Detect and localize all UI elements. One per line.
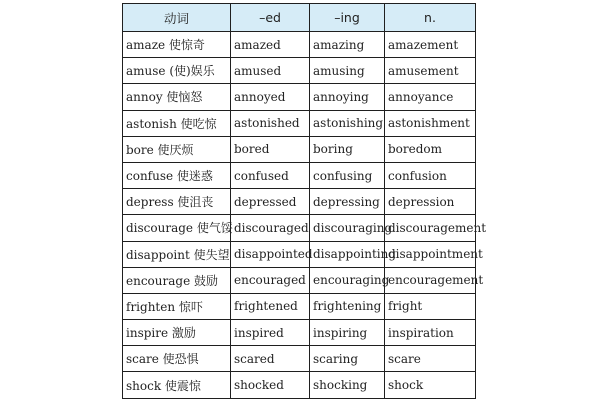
table-row: [123, 293, 476, 319]
ing-form-cell: shocking: [310, 372, 385, 398]
ed-form-cell: discouraged: [231, 215, 310, 241]
header-verb: 动词: [123, 4, 231, 32]
table-body: [123, 32, 487, 399]
ed-form-cell: encouraged: [231, 267, 310, 293]
table-row: [123, 267, 476, 293]
verb-cell: amaze 使惊奇: [123, 32, 231, 58]
verb-cell: disappoint 使失望: [123, 241, 231, 267]
ing-form-cell: amazing: [310, 32, 385, 58]
noun-form-cell: inspiration: [385, 320, 476, 346]
verb-cell: amuse (使)娱乐: [123, 58, 231, 84]
table-row: [123, 58, 476, 84]
ed-form-cell: disappointed: [231, 241, 310, 267]
ing-form-cell: boring: [310, 136, 385, 162]
table-row: [123, 136, 476, 162]
table-row: [123, 110, 476, 136]
ed-form-cell: confused: [231, 162, 310, 188]
vocabulary-table-container: [122, 3, 487, 399]
table-row: [123, 215, 476, 241]
noun-form-cell: fright: [385, 293, 476, 319]
verb-forms-table: [122, 3, 487, 399]
ed-form-cell: scared: [231, 346, 310, 372]
verb-cell: bore 使厌烦: [123, 136, 231, 162]
ed-form-cell: astonished: [231, 110, 310, 136]
noun-form-cell: scare: [385, 346, 476, 372]
ed-form-cell: inspired: [231, 320, 310, 346]
ing-form-cell: discouraging: [310, 215, 385, 241]
verb-cell: annoy 使恼怒: [123, 84, 231, 110]
noun-form-cell: shock: [385, 372, 476, 398]
table-row: [123, 241, 476, 267]
noun-form-cell: discouragement: [385, 215, 476, 241]
ed-form-cell: depressed: [231, 189, 310, 215]
ing-form-cell: confusing: [310, 162, 385, 188]
table-row: [123, 162, 476, 188]
noun-form-cell: disappointment: [385, 241, 476, 267]
table-row: [123, 346, 476, 372]
table-row: [123, 372, 476, 398]
table-row: [123, 84, 476, 110]
noun-form-cell: confusion: [385, 162, 476, 188]
header-noun: n.: [385, 4, 476, 32]
ing-form-cell: astonishing: [310, 110, 385, 136]
ing-form-cell: encouraging: [310, 267, 385, 293]
header-row: [123, 4, 476, 32]
verb-cell: confuse 使迷惑: [123, 162, 231, 188]
header-ing: –ing: [310, 4, 385, 32]
ing-form-cell: depressing: [310, 189, 385, 215]
header-ed: –ed: [231, 4, 310, 32]
ed-form-cell: annoyed: [231, 84, 310, 110]
table-row: [123, 320, 476, 346]
verb-cell: frighten 惊吓: [123, 293, 231, 319]
noun-form-cell: amazement: [385, 32, 476, 58]
noun-form-cell: encouragement: [385, 267, 476, 293]
verb-cell: discourage 使气馁: [123, 215, 231, 241]
noun-form-cell: boredom: [385, 136, 476, 162]
ed-form-cell: bored: [231, 136, 310, 162]
ed-form-cell: frightened: [231, 293, 310, 319]
verb-cell: astonish 使吃惊: [123, 110, 231, 136]
noun-form-cell: annoyance: [385, 84, 476, 110]
verb-cell: shock 使震惊: [123, 372, 231, 398]
verb-cell: inspire 激励: [123, 320, 231, 346]
table-row: [123, 32, 476, 58]
ing-form-cell: amusing: [310, 58, 385, 84]
verb-cell: depress 使沮丧: [123, 189, 231, 215]
ing-form-cell: frightening: [310, 293, 385, 319]
ing-form-cell: scaring: [310, 346, 385, 372]
noun-form-cell: amusement: [385, 58, 476, 84]
ing-form-cell: annoying: [310, 84, 385, 110]
ing-form-cell: disappointing: [310, 241, 385, 267]
ed-form-cell: amused: [231, 58, 310, 84]
table-row: [123, 189, 476, 215]
noun-form-cell: astonishment: [385, 110, 476, 136]
verb-cell: encourage 鼓励: [123, 267, 231, 293]
ing-form-cell: inspiring: [310, 320, 385, 346]
ed-form-cell: shocked: [231, 372, 310, 398]
noun-form-cell: depression: [385, 189, 476, 215]
verb-cell: scare 使恐惧: [123, 346, 231, 372]
ed-form-cell: amazed: [231, 32, 310, 58]
